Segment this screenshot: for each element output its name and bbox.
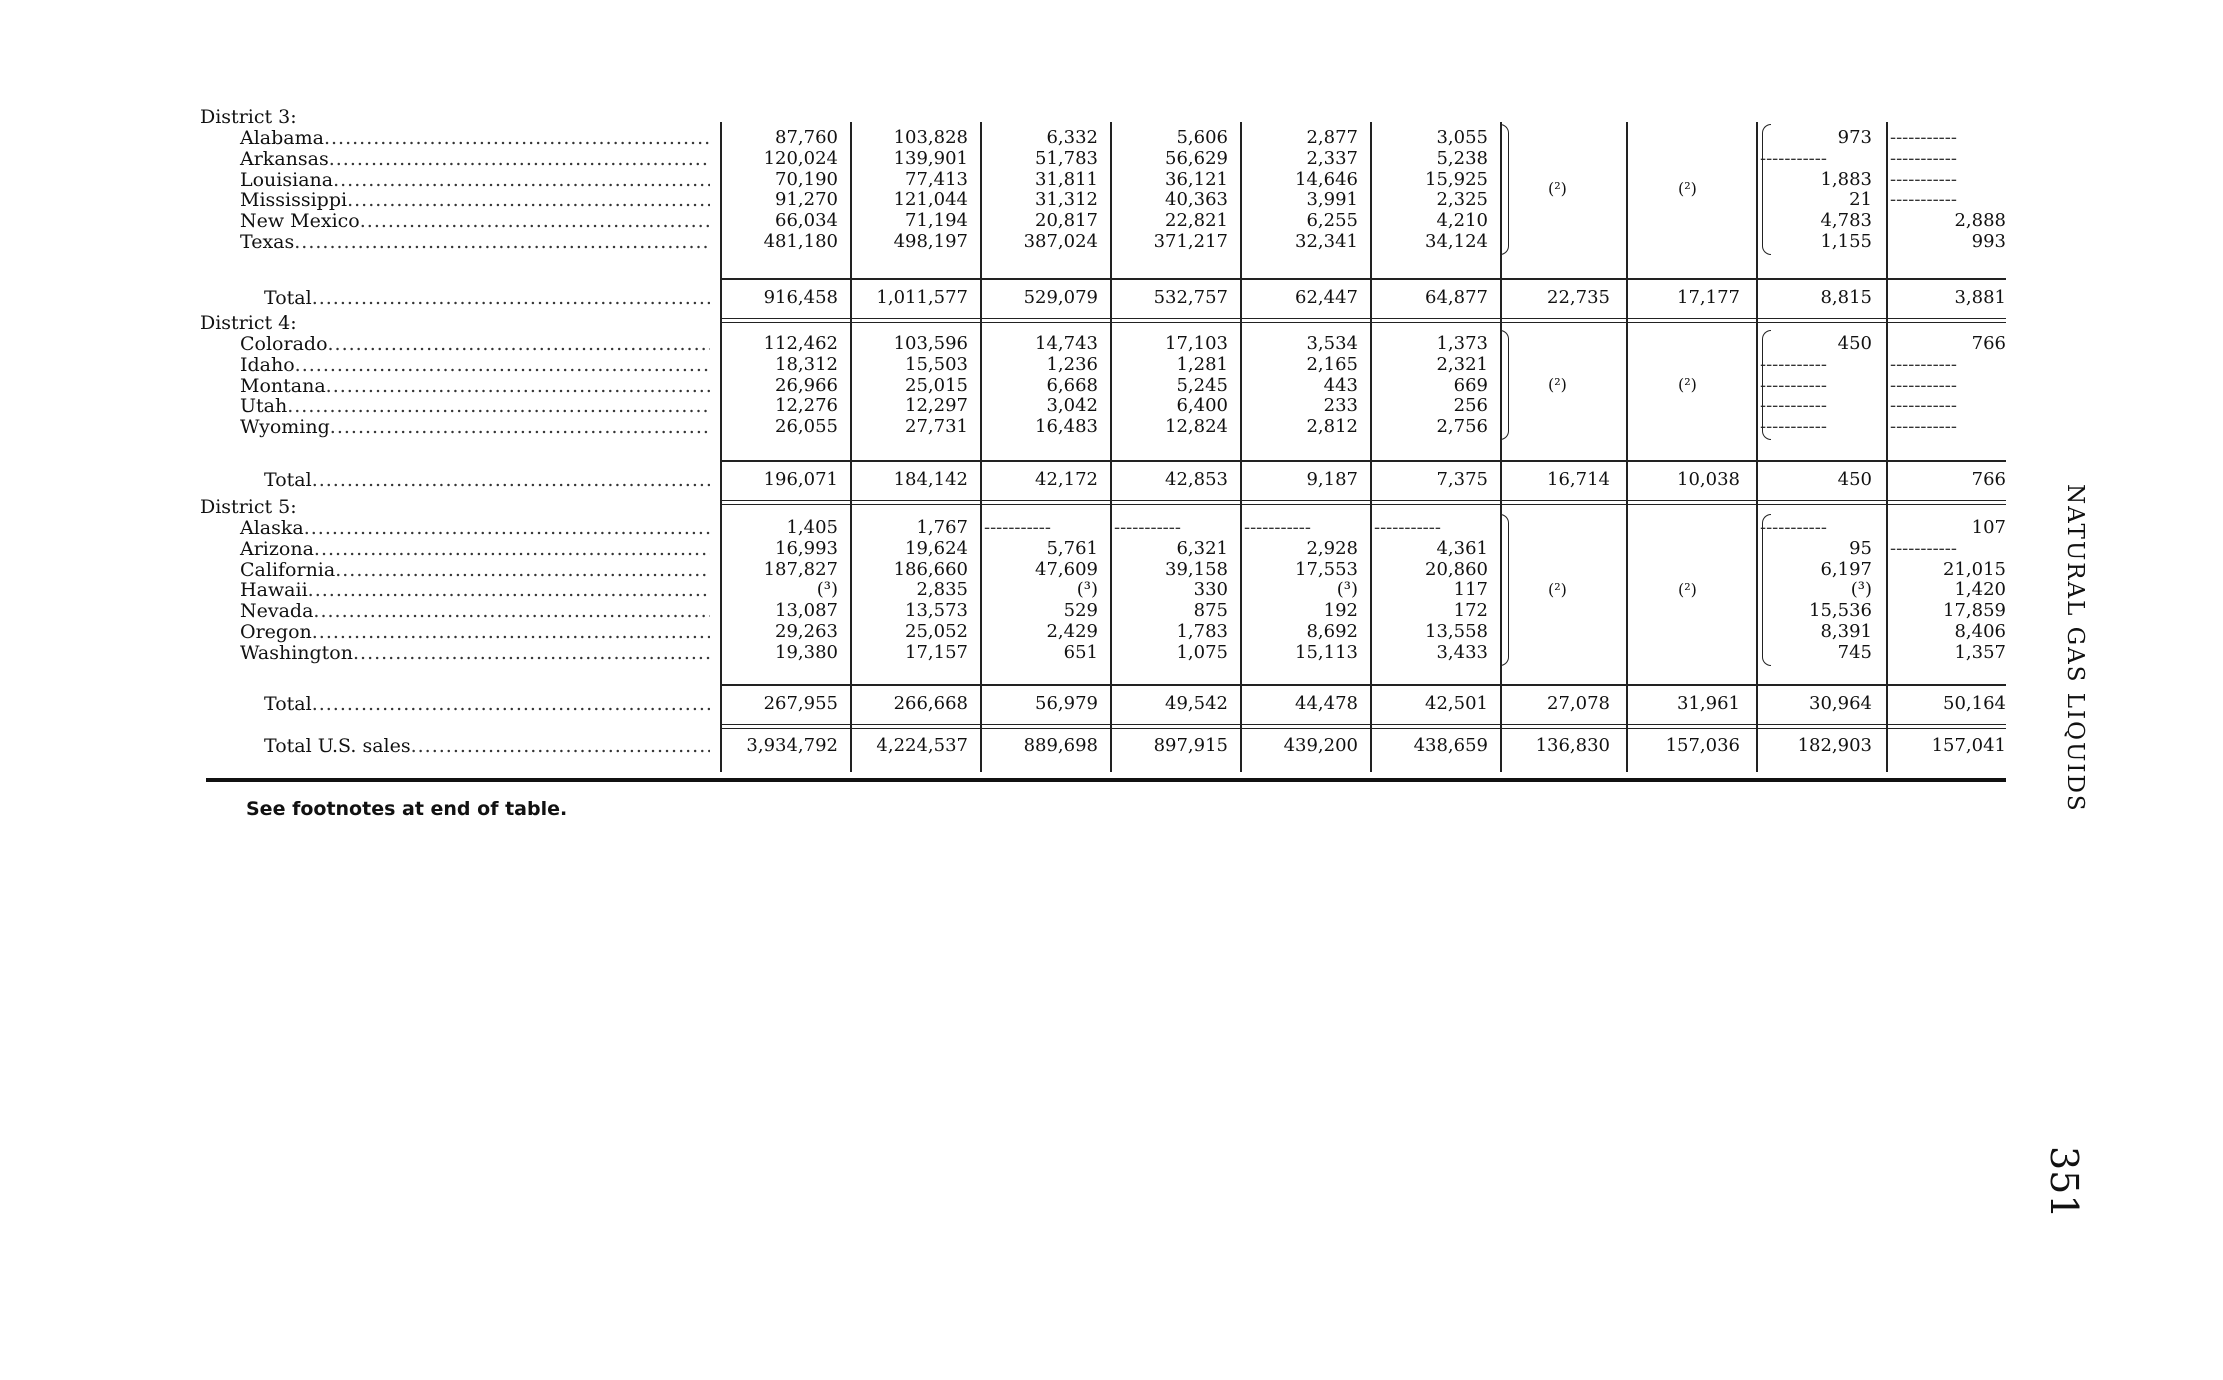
table-cell: 6,668 <box>1046 374 1098 396</box>
section-rule <box>720 500 2006 505</box>
table-cell: ----------- <box>1374 518 1441 538</box>
total-label: Total ..... <box>264 470 710 490</box>
table-cell: 5,238 <box>1436 147 1488 169</box>
table-cell: 19,624 <box>905 537 968 559</box>
table-cell: (³) <box>1336 579 1358 601</box>
table-cell: ----------- <box>1760 354 1827 375</box>
group-brace <box>1500 330 1509 440</box>
table-cell: 1,767 <box>916 517 968 538</box>
total-cell: 184,142 <box>893 469 968 490</box>
table-cell: ----------- <box>1890 538 1957 559</box>
table-cell: 6,332 <box>1046 127 1098 148</box>
row-label: Colorado ..... <box>240 334 710 354</box>
footnote-ref: (²) <box>1548 375 1567 394</box>
district-heading: District 3: <box>200 106 297 129</box>
column-rule <box>1756 122 1758 772</box>
table-cell: (³) <box>816 579 838 601</box>
total-cell: 16,714 <box>1547 469 1610 490</box>
table-cell: 31,312 <box>1035 189 1098 211</box>
column-rule <box>1240 122 1242 772</box>
district-heading: District 5: <box>200 496 297 519</box>
table-cell: ----------- <box>1114 518 1181 538</box>
table-cell: 32,341 <box>1295 231 1358 252</box>
section-rule <box>720 318 2006 323</box>
grand-total-label: Total U.S. sales ..... <box>264 736 710 756</box>
table-cell: 8,391 <box>1820 621 1872 642</box>
total-cell: 267,955 <box>763 693 838 714</box>
table-cell: 766 <box>1971 333 2006 354</box>
group-brace <box>1762 514 1771 666</box>
table-cell: 3,991 <box>1306 189 1358 211</box>
table-cell: 1,236 <box>1046 353 1098 375</box>
total-cell: 766 <box>1971 469 2006 490</box>
table-cell: 18,312 <box>775 353 838 375</box>
table-cell: 25,052 <box>905 621 968 642</box>
table-cell: 36,121 <box>1165 168 1228 190</box>
table-cell: 13,558 <box>1425 621 1488 642</box>
table-cell: 4,361 <box>1436 537 1488 559</box>
table-cell: 27,731 <box>905 416 968 438</box>
table-cell: 498,197 <box>893 231 968 252</box>
table-cell: 21,015 <box>1943 558 2006 580</box>
table-cell: 66,034 <box>775 210 838 232</box>
table-cell: 8,692 <box>1306 621 1358 642</box>
group-brace <box>1500 514 1509 666</box>
row-label: Utah ..... <box>240 396 710 416</box>
table-cell: 993 <box>1971 231 2006 252</box>
table-cell: 12,276 <box>775 395 838 417</box>
column-rule <box>1370 122 1372 772</box>
table-cell: 34,124 <box>1425 231 1488 252</box>
table-cell: 56,629 <box>1165 147 1228 169</box>
total-cell: 916,458 <box>763 287 838 308</box>
table-cell: 387,024 <box>1023 231 1098 252</box>
table-cell: (³) <box>1076 579 1098 601</box>
footnote: See footnotes at end of table. <box>246 798 568 820</box>
table-cell: 47,609 <box>1035 558 1098 580</box>
stub-column <box>200 0 710 760</box>
total-cell: 3,881 <box>1954 287 2006 308</box>
table-cell: 13,087 <box>775 600 838 622</box>
table-cell: 71,194 <box>905 210 968 232</box>
district-heading: District 4: <box>200 312 297 335</box>
footnote-ref: (²) <box>1678 375 1697 394</box>
table-cell: 1,373 <box>1436 333 1488 354</box>
column-rule <box>850 122 852 772</box>
total-cell: 1,011,577 <box>876 287 968 308</box>
footnote-ref: (²) <box>1548 579 1567 599</box>
table-cell: 15,536 <box>1809 600 1872 622</box>
table-cell: 29,263 <box>775 621 838 642</box>
table-cell: 187,827 <box>763 558 838 580</box>
row-label: Texas ..... <box>240 232 710 252</box>
grand-total-cell: 438,659 <box>1413 735 1488 756</box>
table-cell: ----------- <box>1890 128 1957 148</box>
table-cell: 2,429 <box>1046 621 1098 642</box>
table-cell: 70,190 <box>775 168 838 190</box>
row-label: Washington ..... <box>240 643 710 663</box>
table-cell: 87,760 <box>775 127 838 148</box>
total-cell: 266,668 <box>893 693 968 714</box>
table-cell: 2,321 <box>1436 353 1488 375</box>
row-label: Alaska ..... <box>240 518 710 538</box>
table-cell: 25,015 <box>905 374 968 396</box>
subtotal-rule <box>720 684 2006 686</box>
table-cell: 112,462 <box>763 333 838 354</box>
table-cell: 12,297 <box>905 395 968 417</box>
table-cell: 529 <box>1063 600 1098 622</box>
total-cell: 64,877 <box>1425 287 1488 308</box>
table-cell: 103,828 <box>893 127 968 148</box>
table-bottom-rule <box>206 778 2006 782</box>
table-cell: 186,660 <box>893 558 968 580</box>
total-cell: 62,447 <box>1295 287 1358 308</box>
table-cell: 192 <box>1323 600 1358 622</box>
table-cell: 14,743 <box>1035 333 1098 354</box>
table-cell: 16,993 <box>775 537 838 559</box>
total-cell: 49,542 <box>1165 693 1228 714</box>
row-label: New Mexico ..... <box>240 211 710 231</box>
table-cell: 450 <box>1837 333 1872 354</box>
table-cell: 31,811 <box>1035 168 1098 190</box>
grand-total-cell: 157,041 <box>1931 735 2006 756</box>
table-cell: 117 <box>1453 579 1488 601</box>
row-label: Idaho ..... <box>240 355 710 375</box>
table-cell: 5,606 <box>1176 127 1228 148</box>
table-cell: 1,075 <box>1176 641 1228 663</box>
table-cell: 15,503 <box>905 353 968 375</box>
table-cell: 1,281 <box>1176 353 1228 375</box>
table-cell: 5,245 <box>1176 374 1228 396</box>
table-cell: 1,357 <box>1954 641 2006 663</box>
total-cell: 7,375 <box>1436 469 1488 490</box>
table-cell: 1,783 <box>1176 621 1228 642</box>
footnote-ref: (²) <box>1678 179 1697 199</box>
table-cell: 17,157 <box>905 641 968 663</box>
table-cell: 6,400 <box>1176 395 1228 417</box>
table-cell: 2,812 <box>1306 416 1358 438</box>
row-label: Arizona ..... <box>240 539 710 559</box>
total-cell: 31,961 <box>1677 693 1740 714</box>
grand-total-cell: 157,036 <box>1665 735 1740 756</box>
section-rule <box>720 724 2006 729</box>
table-cell: 5,761 <box>1046 537 1098 559</box>
table-cell: 1,155 <box>1820 231 1872 252</box>
row-label: Oregon ..... <box>240 622 710 642</box>
table-cell: ----------- <box>1890 417 1957 438</box>
table-cell: 40,363 <box>1165 189 1228 211</box>
grand-total-cell: 889,698 <box>1023 735 1098 756</box>
table-cell: 6,197 <box>1820 558 1872 580</box>
row-label: Montana ..... <box>240 376 710 396</box>
table-cell: 16,483 <box>1035 416 1098 438</box>
column-rule <box>1110 122 1112 772</box>
grand-total-cell: 136,830 <box>1535 735 1610 756</box>
table-cell: 13,573 <box>905 600 968 622</box>
total-cell: 42,853 <box>1165 469 1228 490</box>
table-cell: 1,420 <box>1954 579 2006 601</box>
table-cell: ----------- <box>1890 396 1957 417</box>
total-cell: 529,079 <box>1023 287 1098 308</box>
table-cell: 20,860 <box>1425 558 1488 580</box>
table-cell: 15,925 <box>1425 168 1488 190</box>
row-label: Louisiana ..... <box>240 170 710 190</box>
total-cell: 56,979 <box>1035 693 1098 714</box>
table-cell: 481,180 <box>763 231 838 252</box>
table-cell: 6,255 <box>1306 210 1358 232</box>
table-cell: ----------- <box>1760 518 1827 538</box>
table-cell: 669 <box>1453 374 1488 396</box>
table-cell: 17,103 <box>1165 333 1228 354</box>
table-cell: 103,596 <box>893 333 968 354</box>
page-number: 351 <box>2042 1146 2086 1219</box>
total-cell: 42,172 <box>1035 469 1098 490</box>
total-cell: 8,815 <box>1820 287 1872 308</box>
column-rule <box>1626 122 1628 772</box>
table-cell: 3,055 <box>1436 127 1488 148</box>
total-cell: 17,177 <box>1677 287 1740 308</box>
table-cell: 19,380 <box>775 641 838 663</box>
table-cell: 14,646 <box>1295 168 1358 190</box>
table-cell: ----------- <box>1760 396 1827 417</box>
row-label: Mississippi ..... <box>240 190 710 210</box>
subtotal-rule <box>720 278 2006 280</box>
table-cell: 1,405 <box>786 517 838 538</box>
table-cell: 22,821 <box>1165 210 1228 232</box>
table-cell: 20,817 <box>1035 210 1098 232</box>
table-cell: 3,433 <box>1436 641 1488 663</box>
table-cell: ----------- <box>1890 375 1957 396</box>
footnote-ref: (²) <box>1678 579 1697 599</box>
total-cell: 44,478 <box>1295 693 1358 714</box>
table-cell: 2,756 <box>1436 416 1488 438</box>
table-cell: 330 <box>1193 579 1228 601</box>
row-label: Alabama ..... <box>240 128 710 148</box>
table-cell: 745 <box>1837 641 1872 663</box>
total-cell: 42,501 <box>1425 693 1488 714</box>
table-cell: 107 <box>1971 517 2006 538</box>
table-cell: 651 <box>1063 641 1098 663</box>
table-cell: ----------- <box>1760 148 1827 169</box>
column-rule <box>980 122 982 772</box>
table-cell: 26,966 <box>775 374 838 396</box>
table-cell: 2,888 <box>1954 210 2006 232</box>
table-cell: 17,553 <box>1295 558 1358 580</box>
row-label: California ..... <box>240 560 710 580</box>
row-label: Nevada ..... <box>240 601 710 621</box>
table-cell: 443 <box>1323 374 1358 396</box>
group-brace <box>1762 330 1771 440</box>
table-cell: 2,877 <box>1306 127 1358 148</box>
table-cell: 95 <box>1849 537 1872 559</box>
grand-total-cell: 439,200 <box>1283 735 1358 756</box>
row-label: Hawaii ..... <box>240 580 710 600</box>
grand-total-cell: 3,934,792 <box>746 735 838 756</box>
total-cell: 50,164 <box>1943 693 2006 714</box>
table-cell: 120,024 <box>763 147 838 169</box>
table-cell: 26,055 <box>775 416 838 438</box>
total-label: Total ..... <box>264 288 710 308</box>
total-cell: 9,187 <box>1306 469 1358 490</box>
table-cell: 21 <box>1849 189 1872 211</box>
table-cell: ----------- <box>1890 148 1957 169</box>
table-cell: 172 <box>1453 600 1488 622</box>
table-cell: 1,883 <box>1820 168 1872 190</box>
table-cell: 973 <box>1837 127 1872 148</box>
group-brace <box>1762 124 1771 255</box>
table-cell: 233 <box>1323 395 1358 417</box>
table-cell: 2,325 <box>1436 189 1488 211</box>
table-cell: ----------- <box>1890 169 1957 190</box>
table-cell: 3,534 <box>1306 333 1358 354</box>
table-cell: 91,270 <box>775 189 838 211</box>
total-cell: 10,038 <box>1677 469 1740 490</box>
total-cell: 22,735 <box>1547 287 1610 308</box>
running-title: NATURAL GAS LIQUIDS <box>2062 484 2088 813</box>
column-rule <box>720 122 722 772</box>
table-cell: 2,337 <box>1306 147 1358 169</box>
table-cell: 51,783 <box>1035 147 1098 169</box>
table-cell: 2,835 <box>916 579 968 601</box>
table-cell: ----------- <box>1890 190 1957 211</box>
table-cell: 6,321 <box>1176 537 1228 559</box>
footnote-ref: (²) <box>1548 179 1567 199</box>
table-cell: 77,413 <box>905 168 968 190</box>
subtotal-rule <box>720 460 2006 462</box>
total-label: Total ..... <box>264 694 710 714</box>
table-cell: 17,859 <box>1943 600 2006 622</box>
grand-total-cell: 897,915 <box>1153 735 1228 756</box>
total-cell: 532,757 <box>1153 287 1228 308</box>
table-cell: ----------- <box>984 518 1051 538</box>
total-cell: 30,964 <box>1809 693 1872 714</box>
table-cell: ----------- <box>1760 417 1827 438</box>
table-cell: 12,824 <box>1165 416 1228 438</box>
table-cell: 2,928 <box>1306 537 1358 559</box>
table-cell: 8,406 <box>1954 621 2006 642</box>
table-cell: 4,210 <box>1436 210 1488 232</box>
table-cell: 256 <box>1453 395 1488 417</box>
total-cell: 450 <box>1837 469 1872 490</box>
table-cell: ----------- <box>1244 518 1311 538</box>
table-cell: 121,044 <box>893 189 968 211</box>
table-cell: 4,783 <box>1820 210 1872 232</box>
table-cell: 15,113 <box>1295 641 1358 663</box>
table-cell: 371,217 <box>1153 231 1228 252</box>
table-cell: ----------- <box>1760 375 1827 396</box>
grand-total-cell: 182,903 <box>1797 735 1872 756</box>
table-cell: 3,042 <box>1046 395 1098 417</box>
table-cell: ----------- <box>1890 354 1957 375</box>
grand-total-cell: 4,224,537 <box>876 735 968 756</box>
table-cell: (³) <box>1850 579 1872 601</box>
row-label: Wyoming ..... <box>240 417 710 437</box>
table-cell: 875 <box>1193 600 1228 622</box>
total-cell: 27,078 <box>1547 693 1610 714</box>
total-cell: 196,071 <box>763 469 838 490</box>
column-rule <box>1886 122 1888 772</box>
table-cell: 2,165 <box>1306 353 1358 375</box>
row-label: Arkansas ..... <box>240 149 710 169</box>
table-cell: 139,901 <box>893 147 968 169</box>
table-cell: 39,158 <box>1165 558 1228 580</box>
group-brace <box>1500 124 1509 255</box>
